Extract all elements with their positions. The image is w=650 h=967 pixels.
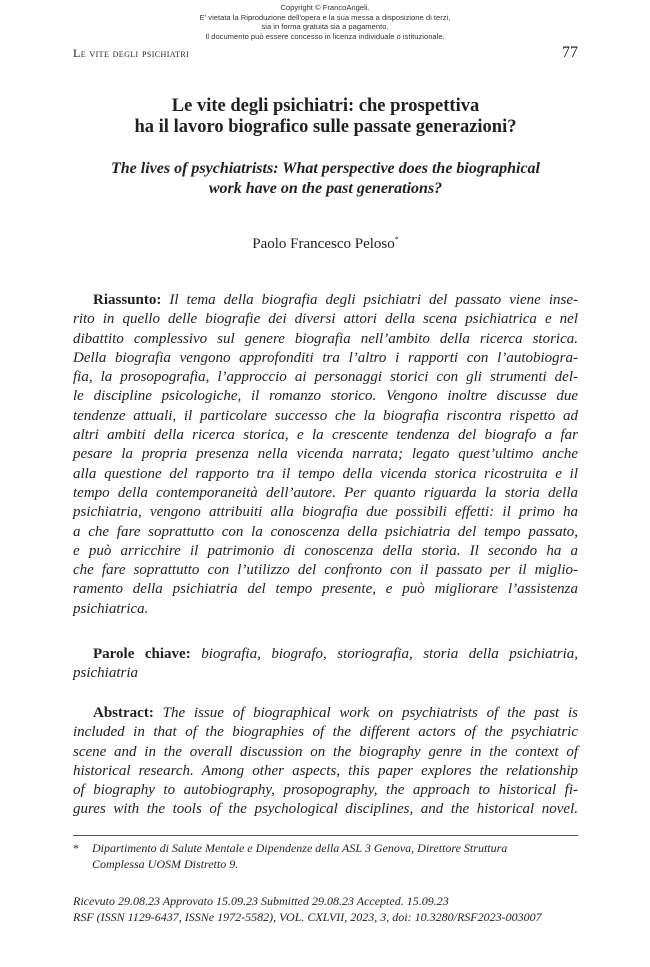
riassunto-label: Riassunto: (93, 292, 162, 308)
article-title-en (73, 159, 578, 199)
riassunto-line: dibattito complessivo sul genere biografia nell’ambito della ricerca storica. (73, 330, 578, 347)
riassunto-line: tendenze attuali, il particolare successo che la biografia riscontra rispetto ad (73, 407, 578, 424)
riassunto-line: psichiatrica. (73, 600, 149, 617)
riassunto-line: tempo della contemporaneità dell’autore. Per quanto riguarda la storia della (73, 484, 578, 501)
page-number: 77 (562, 44, 578, 61)
keywords-line: Parole chiave: biografia, biografo, storiografia, storia della psichiatria, (93, 646, 578, 662)
author-footnote-mark: * (394, 235, 399, 244)
author-line (73, 235, 578, 253)
copyright-line: E' vietata la Riproduzione dell'opera e la sua messa a disposizione di terzi, (199, 12, 451, 22)
title-en-line: work have on the past generations? (208, 180, 443, 197)
journal-citation: RSF (ISSN 1129-6437, ISSNe 1972-5582), VOL. CXLVII, 2023, 3, doi: 10.3280/RSF2023-003007 (73, 910, 542, 924)
running-head: Le vite degli psichiatri (73, 46, 190, 60)
keywords-paragraph (73, 645, 578, 684)
abstract-line: included in that of the biographies of the different actors of the psychiatric (73, 724, 578, 741)
title-en-line: The lives of psychiatrists: What perspective does the biographical (110, 160, 540, 177)
copyright-line: Il documento può essere concesso in licenza individuale o istituzionale. (205, 31, 445, 41)
riassunto-line: psichiatria, vengono attribuiti alla biografia due possibili effetti: il primo ha (73, 504, 578, 521)
footnote-mark: * (73, 841, 79, 855)
abstract-label: Abstract: (93, 705, 154, 721)
article-title-it (73, 96, 578, 138)
riassunto-line: fia, la prosopografia, l’approccio ai personaggi storici con gli strumenti del- (73, 369, 578, 386)
riassunto-line: che fare soprattutto con l’utilizzo del confronto con il passato per il miglio- (73, 562, 578, 579)
riassunto-paragraph (73, 291, 578, 619)
abstract-line: of biography to autobiography, prosopography, the approach to historical fi- (73, 782, 578, 799)
abstract-line: historical research. Among other aspects, this paper explores the relationship (73, 762, 578, 779)
riassunto-line: Riassunto: Il tema della biografia degli psichiatri del passato viene inse- (93, 292, 578, 308)
copyright-line: Copyright © FrancoAngeli. (280, 3, 370, 12)
riassunto-line: e può arricchire il patrimonio di conoscenza della storia. Il secondo ha a (73, 542, 578, 559)
abstract-line: gures with the tools of the psychological disciplines, and the historical novel. (73, 801, 578, 818)
footnote-line: Dipartimento di Salute Mentale e Dipendenze della ASL 3 Genova, Direttore Struttura (92, 841, 508, 855)
author-name: Paolo Francesco Peloso (252, 236, 395, 252)
title-line: Le vite degli psichiatri: che prospettiva (171, 96, 480, 116)
riassunto-line: alla questione del rapporto tra il tempo della vicenda storica ricostruita e il (73, 465, 578, 482)
abstract-paragraph (73, 704, 578, 820)
keywords-label: Parole chiave: (93, 646, 191, 662)
title-line: ha il lavoro biografico sulle passate generazioni? (134, 117, 517, 137)
publication-info (73, 893, 578, 925)
keywords-line: psichiatria (73, 665, 139, 682)
submission-dates: Ricevuto 29.08.23 Approvato 15.09.23 Submitted 29.08.23 Accepted. 15.09.23 (73, 894, 449, 908)
footnote-divider (73, 835, 578, 836)
riassunto-line: altri ambiti della ricerca storica, e la crescente tendenza del biografo a far (73, 427, 578, 444)
riassunto-line: pesare la propria presenza nella vicenda narrata; legato quest’ultimo anche (73, 446, 578, 463)
abstract-line: scene and in the overall discussion on the biography genre in the context of (73, 743, 578, 760)
abstract-line: Abstract: The issue of biographical work on psychiatrists of the past is (93, 705, 578, 721)
riassunto-line: a che fare soprattutto con la conoscenza della psichiatria del tempo passato, (73, 523, 578, 540)
riassunto-line: Della biografia vengono approfonditi tra l’altro i rapporti con l’autobiogra- (73, 349, 578, 366)
riassunto-line: ramento della psichiatria del tempo presente, e può migliorare l’assistenza (73, 581, 578, 598)
copyright-line: sia in forma gratuita sia a pagamento. (261, 22, 389, 32)
copyright-notice (0, 3, 650, 41)
riassunto-line: le discipline psicologiche, il romanzo storico. Vengono inoltre discusse due (73, 388, 578, 405)
riassunto-line: rito in quello delle biografie dei diversi attori della scena psichiatrica e nel (73, 311, 578, 328)
footnote-line: Complessa UOSM Distretto 9. (92, 857, 239, 871)
